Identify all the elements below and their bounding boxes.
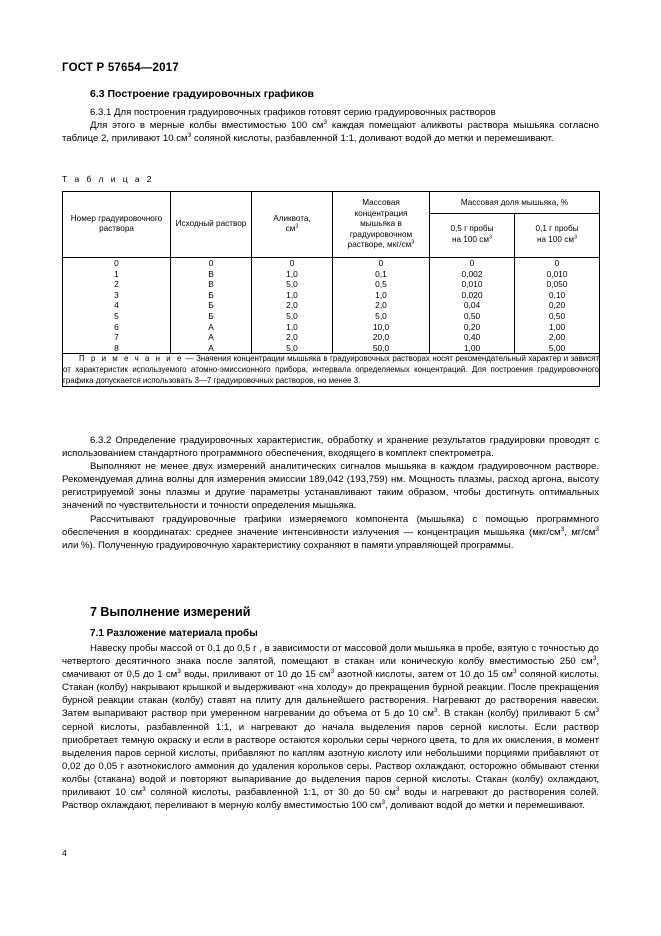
heading-7: 7 Выполнение измерений: [90, 605, 251, 619]
cell-solution-number: 0 1 2 3 4 5 6 7 8: [63, 257, 171, 353]
th-aliquot: Аликвота, $см^3$: [252, 192, 333, 258]
section-6-3: [62, 88, 599, 145]
superscript-cm3: 3: [595, 525, 599, 533]
superscript-cm3: 3: [177, 668, 181, 675]
section-7: [62, 605, 599, 812]
superscript-cm3: 3: [560, 525, 565, 533]
paragraph-6-3-2: 6.3.2 Определение градуировочных характеристик, обработку и хранение результатов градуировки проводят с использованием стандартного программного обеспечения, входящего в комплект спектрометра.: [62, 435, 599, 460]
th-sample-0-5g: 0,5 г пробы на 100 $см^3$: [430, 213, 515, 257]
table-note-row: [63, 354, 600, 387]
superscript-cm3: 3: [381, 798, 385, 806]
page-number: 4: [62, 848, 67, 858]
table-note: [63, 354, 600, 387]
table-caption: Т а б л и ц а 2: [62, 174, 154, 184]
superscript-cm3: 3: [142, 785, 146, 793]
superscript-cm3: 3: [187, 132, 192, 139]
table-2: [62, 191, 600, 387]
heading-7-1: 7.1 Разложение материала пробы: [90, 628, 258, 639]
superscript-cm3: 3: [592, 654, 597, 662]
table-2-block: [62, 174, 599, 387]
th-solution-number: Номер градуировочного раствора: [63, 192, 171, 258]
cell-concentration: 0 0,1 0,5 1,0 2,0 5,0 10,0 20,0 50,0: [333, 257, 430, 353]
superscript-cm3: 3: [512, 668, 517, 675]
superscript-cm3: 3: [573, 234, 578, 241]
table-header: [63, 192, 600, 258]
standard-header: ГОСТ Р 57654—2017: [62, 62, 179, 74]
th-sample-0-1g: 0,1 г пробы на 100 $см^3$: [515, 213, 600, 257]
superscript-cm3: 3: [395, 785, 400, 793]
heading-6-3: 6.3 Построение градуировочных графиков: [90, 88, 314, 100]
paragraph-calibration-curves: Рассчитывают градуировочные графики измеряемого компонента (мышьяка) с помощью программного обеспечения в координатах: среднее значение интенсивности излучения — концентрация мышьяка ($мкг/см^3$, $мг/см^3$ или %). Полученную градуировочную характеристику сохраняют в памяти управляющей программы.: [62, 513, 599, 551]
superscript-cm3: 3: [488, 234, 493, 241]
cell-fraction-0-1g: 0 0,010 0,050 0,10 0,20 0,50 1,00 2,00 5,00: [515, 257, 600, 353]
section-6-3-2: [62, 434, 599, 552]
note-label: П р и м е ч а н и е: [79, 354, 184, 364]
paragraph-6-3-1: 6.3.1 Для построения градуировочных графиков готовят серию градуировочных растворов: [90, 107, 496, 118]
paragraph-sample-decomposition: Навеску пробы массой от 0,1 до 0,5 г , в зависимости от массовой доли мышьяка в пробе, взятую с точностью до четвертого десятичного знака после запятой, помещают в стакан или коническую колбу вместимостью 250 $см^3$, смачивают от 0,5 до 1 $см^3$ воды, приливают от 10 до 15 $см^3$ азотной кислоты, затем от 10 до 15 $см^3$ соляной кислоты. Стакан (колбу) накрывают крышкой и выдерживают «на холоду» до прекращения бурной реакции. После прекращения бурной реакции стакан (колбу) ставят на плиту для дальнейшего растворения. Нагревают до растворения навески. Затем выпаривают раствор при умеренном нагревании до объема от 5 до 10 $см^3$. В стакан (колбу) приливают 5 $см^3$ серной кислоты, разбавленной 1:1, и нагревают до начала выделения паров серной кислоты. Если раствор приобретает темную окраску и если в растворе остаются корольки серы черного цвета, то для их окисления, в момент выделения паров серной кислоты, прибавляют по каплям азотную кислоту или небольшими порциями прибавляют от 0,02 до 0,05 г азотнокислого аммония до удаления корольков серы. Раствор охлаждают, осторожно обмывают стенки колбы (стакана) водой и повторяют выпаривание до выделения паров серной кислоты. Стакан (колбу) охлаждают, приливают 10 $см^3$ соляной кислоты, разбавленной 1:1, от 30 до 50 $см^3$ воды и нагревают до растворения солей. Раствор охлаждают, переливают в мерную колбу вместимостью 100 $см^3$, доливают водой до метки и перемешивают.: [62, 643, 600, 812]
superscript-cm3: 3: [411, 239, 415, 246]
table-header-row-1: [63, 192, 600, 214]
th-mass-concentration: Массовая концентрация мышьяка в градуировочном растворе, мкг/$см^3$: [333, 192, 430, 258]
superscript-cm3: 3: [330, 668, 335, 675]
table-row: [63, 257, 600, 353]
table-body: [63, 257, 600, 386]
cell-stock-solution: 0 В В Б Б Б А А А: [171, 257, 252, 353]
th-stock-solution: Исходный раствор: [171, 192, 252, 258]
cell-aliquot: 0 1,0 5,0 1,0 2,0 5,0 1,0 2,0 5,0: [252, 257, 333, 353]
superscript-cm3: 3: [595, 707, 600, 715]
superscript-cm3: 3: [323, 118, 328, 126]
cell-fraction-0-5g: 0 0,002 0,010 0,020 0,04 0,50 0,20 0,40 1,00: [430, 257, 515, 353]
paragraph-measurements: Выполняют не менее двух измерений аналитических сигналов мышьяка в каждом градуировочном растворе. Рекомендуемая длина волны для измерения эмиссии 189,042 (193,759) нм. Мощность плазмы, расход аргона, высоту регистрируемой зоны плазмы и другие параметры устанавливают таким образом, чтобы достигнуть оптимальных значений по чувствительности и точности определения мышьяка.: [62, 461, 599, 512]
note-text: — Значения концентрации мышьяка в градуировочных растворах носят рекомендательный характер и зависят от характеристик используемого атомно-эмиссионного прибора, интервала определяемых концентраций. Для построения градуировочного графика допускается использовать 3—7 градуировочных растворов, но менее 3.: [63, 354, 600, 385]
paragraph-6-3-1-detail: Для этого в мерные колбы вместимостью 100 $см^3$ каждая помещают аликвоты раствора мышьяка согласно таблице 2, приливают 10 $см^3$ соляной кислоты, разбавленной 1:1, доливают водой до метки и перемешивают.: [62, 118, 600, 145]
th-mass-fraction-arsenic: Массовая доля мышьяка, %: [430, 192, 600, 214]
superscript-cm3: 3: [295, 223, 299, 230]
superscript-cm3: 3: [433, 707, 438, 715]
